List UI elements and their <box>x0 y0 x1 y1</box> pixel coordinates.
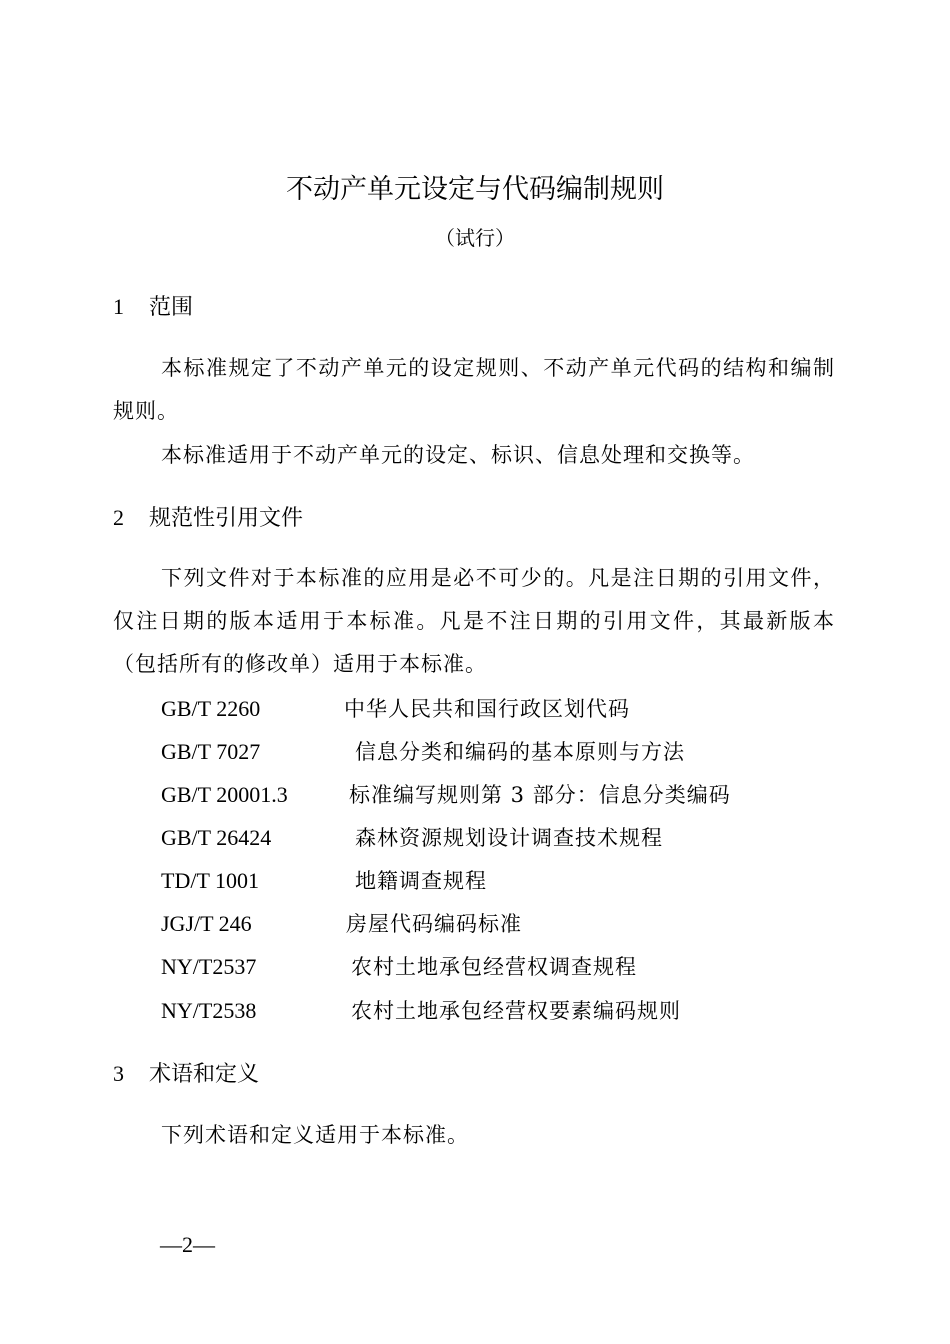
reference-item <box>161 866 487 896</box>
page-number: —2— <box>160 1232 215 1257</box>
reference-name: 房屋代码编码标准 <box>346 912 522 936</box>
section-1-heading <box>113 291 193 324</box>
reference-code: GB/T 20001.3 <box>161 782 288 807</box>
reference-code: GB/T 26424 <box>161 825 272 850</box>
reference-code: NY/T2537 <box>161 954 257 979</box>
reference-name: 森林资源规划设计调查技术规程 <box>355 826 663 850</box>
reference-name: 信息分类和编码的基本原则与方法 <box>355 740 685 764</box>
section-2-title: 规范性引用文件 <box>149 506 304 531</box>
reference-name: 标准编写规则第 3 部分：信息分类编码 <box>349 783 731 807</box>
reference-item <box>161 823 663 853</box>
section-2-number: 2 <box>113 505 124 530</box>
section-1-paragraph-1: 本标准规定了不动产单元的设定规则、不动产单元代码的结构和编制规则。 <box>113 356 835 423</box>
reference-item <box>161 909 522 939</box>
reference-name: 农村土地承包经营权要素编码规则 <box>351 999 681 1023</box>
reference-item <box>161 694 630 724</box>
reference-item <box>161 952 637 982</box>
section-1-title: 范围 <box>149 295 194 320</box>
reference-name: 农村土地承包经营权调查规程 <box>351 955 637 979</box>
reference-name: 中华人民共和国行政区划代码 <box>344 697 630 721</box>
reference-code: GB/T 2260 <box>161 696 261 721</box>
reference-name: 地籍调查规程 <box>355 869 487 893</box>
reference-code: JGJ/T 246 <box>161 911 252 936</box>
section-2-heading <box>113 502 303 535</box>
reference-item <box>161 780 731 810</box>
section-3-paragraph-1: 下列术语和定义适用于本标准。 <box>161 1123 469 1147</box>
section-3-title: 术语和定义 <box>149 1062 260 1087</box>
section-3-number: 3 <box>113 1061 124 1086</box>
document-title: 不动产单元设定与代码编制规则 <box>286 174 664 205</box>
reference-item <box>161 737 685 767</box>
reference-code: NY/T2538 <box>161 998 257 1023</box>
section-3-heading <box>113 1058 259 1091</box>
reference-item <box>161 996 681 1026</box>
reference-code: GB/T 7027 <box>161 739 261 764</box>
section-2-paragraph-1: 下列文件对于本标准的应用是必不可少的。凡是注日期的引用文件，仅注日期的版本适用于本标准。凡是不注日期的引用文件，其最新版本（包括所有的修改单）适用于本标准。 <box>113 566 835 676</box>
reference-code: TD/T 1001 <box>161 868 259 893</box>
section-1-paragraph-2: 本标准适用于不动产单元的设定、标识、信息处理和交换等。 <box>161 443 755 467</box>
section-1-number: 1 <box>113 294 124 319</box>
document-subtitle: （试行） <box>435 226 515 250</box>
